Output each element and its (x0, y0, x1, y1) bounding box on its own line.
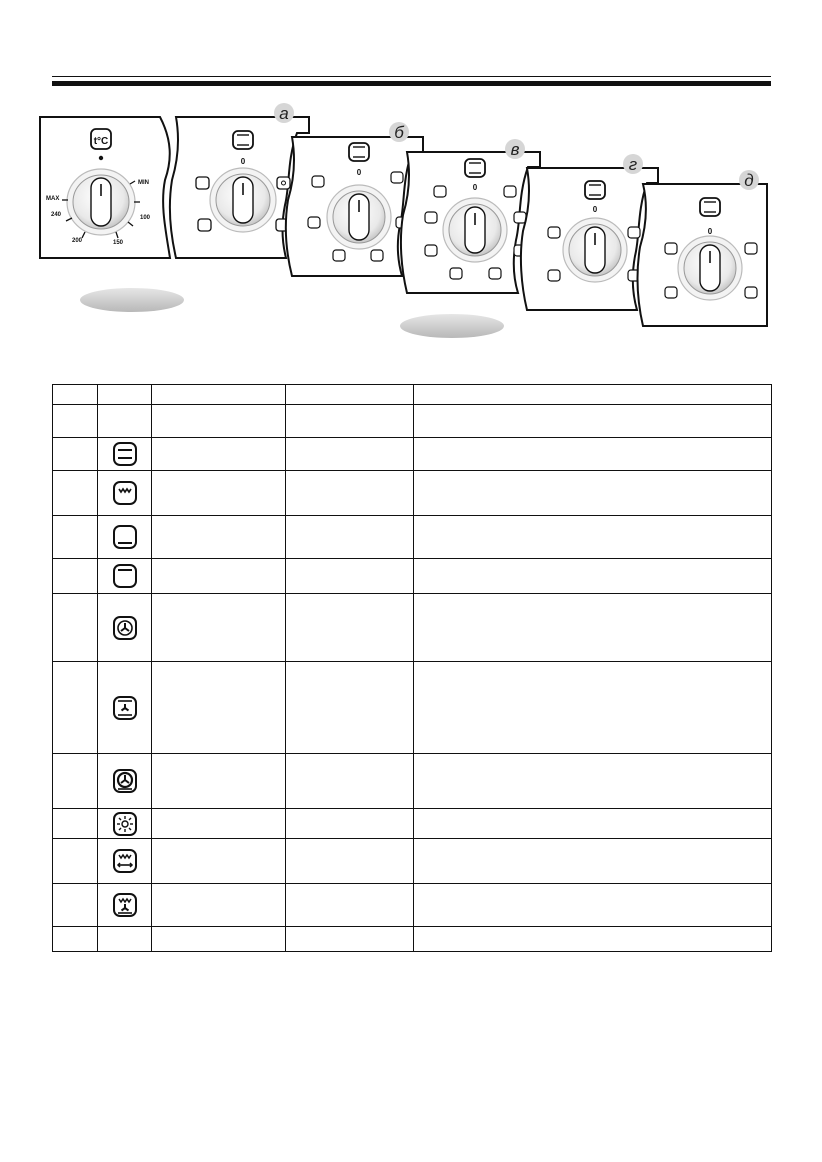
top-heat-icon (112, 563, 138, 589)
panel-d (638, 170, 767, 326)
icon-cell (98, 809, 152, 839)
header-cell (152, 385, 286, 405)
table-cell (53, 839, 98, 884)
grey-oval-left (80, 288, 184, 312)
table-cell (414, 405, 772, 438)
table-cell (414, 884, 772, 927)
panel-g-top-icon (585, 181, 605, 199)
scale-min: MIN (138, 180, 149, 186)
scale-150: 150 (113, 240, 124, 246)
table-cell (53, 809, 98, 839)
table-cell (152, 884, 286, 927)
table-cell (286, 839, 414, 884)
panel-b-zero: 0 (356, 168, 362, 177)
table-cell (53, 662, 98, 754)
panel-letter-v: в (510, 140, 520, 159)
table-cell (53, 471, 98, 516)
fan-ring-icon (112, 768, 138, 794)
table-cell (286, 927, 414, 952)
defrost-icon (112, 811, 138, 837)
table-cell (53, 559, 98, 594)
panel-v-zero: 0 (472, 183, 478, 192)
table-cell (152, 662, 286, 754)
modes-table (52, 384, 772, 952)
panel-a-top-bottom-icon (196, 177, 209, 189)
thermostat-knob[interactable] (67, 169, 135, 235)
table-cell (152, 927, 286, 952)
icon-cell (98, 516, 152, 559)
panel-letter-a: а (279, 104, 289, 123)
table-row (53, 662, 772, 754)
header-cell (98, 385, 152, 405)
panel-g-zero: 0 (592, 205, 598, 214)
table-row (53, 405, 772, 438)
table-cell (286, 754, 414, 809)
bottom-heat-icon (112, 524, 138, 550)
table-cell (152, 471, 286, 516)
icon-cell (98, 438, 152, 471)
panel-letter-g: г (628, 155, 638, 174)
table-cell (286, 662, 414, 754)
table-cell (152, 809, 286, 839)
table-cell (414, 559, 772, 594)
table-row (53, 471, 772, 516)
table-cell (152, 405, 286, 438)
grill-icon (112, 480, 138, 506)
panel-d-zero: 0 (707, 227, 713, 236)
header-cell (53, 385, 98, 405)
scale-max: MAX (46, 196, 60, 202)
table-cell (286, 594, 414, 662)
grey-oval-center (400, 314, 504, 338)
table-cell (286, 559, 414, 594)
table-cell (286, 471, 414, 516)
icon-cell (98, 927, 152, 952)
table-cell (414, 809, 772, 839)
table-cell (152, 839, 286, 884)
table-cell (53, 754, 98, 809)
table-cell (53, 438, 98, 471)
panel-g-knob[interactable] (563, 218, 627, 282)
panel-b-top-icon (349, 143, 369, 161)
icon-cell (98, 559, 152, 594)
scale-200: 200 (72, 238, 83, 244)
icon-cell (98, 405, 152, 438)
table-cell (414, 927, 772, 952)
table-cell (414, 839, 772, 884)
table-row (53, 839, 772, 884)
table-row (53, 594, 772, 662)
panel-letter-b: б (394, 123, 404, 142)
table-row (53, 438, 772, 471)
top-bottom-heat-icon (112, 441, 138, 467)
table-row (53, 809, 772, 839)
panel-v-top-icon (465, 159, 485, 177)
table-row (53, 927, 772, 952)
table-row (53, 754, 772, 809)
table-cell (414, 594, 772, 662)
panel-thermostat (40, 117, 170, 258)
double-grill-icon (112, 848, 138, 874)
icon-cell (98, 839, 152, 884)
table-cell (152, 516, 286, 559)
icon-cell (98, 754, 152, 809)
panel-a-defrost-icon (277, 177, 290, 189)
scale-240: 240 (51, 212, 62, 218)
panel-a-bottom-icon (198, 219, 211, 231)
table-cell (286, 809, 414, 839)
icon-cell (98, 594, 152, 662)
table-cell (152, 438, 286, 471)
panel-a-zero: 0 (240, 157, 246, 166)
table-cell (414, 516, 772, 559)
table-cell (414, 471, 772, 516)
top-bottom-heat-icon (233, 131, 253, 149)
panel-d-knob[interactable] (678, 236, 742, 300)
grill-fan-icon (112, 892, 138, 918)
control-panels-illustration (0, 0, 822, 370)
table-cell (53, 594, 98, 662)
table-cell (286, 516, 414, 559)
icon-cell (98, 471, 152, 516)
table-row (53, 559, 772, 594)
table-cell (152, 754, 286, 809)
panel-v-knob[interactable] (443, 198, 507, 262)
header-cell (286, 385, 414, 405)
header-cell (414, 385, 772, 405)
panel-v (401, 139, 540, 293)
table-cell (286, 438, 414, 471)
table-cell (53, 884, 98, 927)
scale-100: 100 (140, 215, 151, 221)
panel-d-top-icon (700, 198, 720, 216)
table-cell (414, 438, 772, 471)
table-cell (414, 662, 772, 754)
table-cell (53, 927, 98, 952)
table-cell (152, 559, 286, 594)
table-cell (53, 405, 98, 438)
panel-a-knob[interactable] (210, 168, 276, 232)
fan-heat-icon (112, 695, 138, 721)
temperature-symbol: t°C (93, 136, 109, 147)
table-row (53, 884, 772, 927)
table-header-row (53, 385, 772, 405)
icon-cell (98, 662, 152, 754)
panel-b-knob[interactable] (327, 185, 391, 249)
table-cell (152, 594, 286, 662)
table-cell (286, 884, 414, 927)
table-row (53, 516, 772, 559)
table-cell (53, 516, 98, 559)
table-cell (414, 754, 772, 809)
fan-icon (112, 615, 138, 641)
table-cell (286, 405, 414, 438)
icon-cell (98, 884, 152, 927)
panel-letter-d: д (744, 171, 754, 190)
